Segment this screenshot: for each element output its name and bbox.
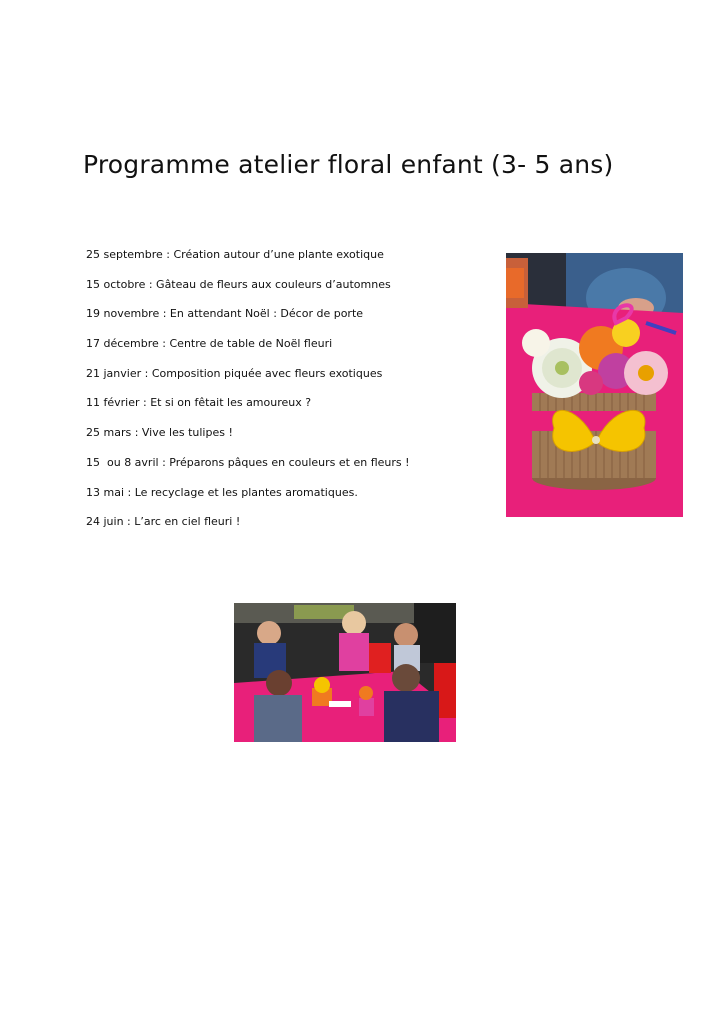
schedule-item: 11 février : Et si on fêtait les amoureux ? xyxy=(86,396,312,410)
schedule-item: 24 juin : L’arc en ciel fleuri ! xyxy=(86,515,241,529)
schedule-item: 25 septembre : Création autour d’une plante exotique xyxy=(86,248,384,261)
schedule-item: 21 janvier : Composition piquée avec fleurs exotiques xyxy=(86,366,383,380)
children-photo xyxy=(234,603,456,742)
schedule-item: 17 décembre : Centre de table de Noël fleuri xyxy=(86,337,333,351)
schedule-item: 19 novembre : En attendant Noël : Décor de porte xyxy=(86,307,364,321)
schedule-item: 13 mai : Le recyclage et les plantes aromatiques. xyxy=(86,485,358,499)
page-title: Programme atelier floral enfant (3- 5 ans) xyxy=(83,150,614,179)
centerpiece-photo xyxy=(506,253,683,517)
schedule-item: 15 ou 8 avril : Préparons pâques en couleurs et en fleurs ! xyxy=(86,455,410,469)
schedule-list xyxy=(86,247,410,544)
schedule-item: 25 mars : Vive les tulipes ! xyxy=(86,426,233,440)
schedule-item: 15 octobre : Gâteau de fleurs aux couleurs d’automnes xyxy=(86,277,391,291)
